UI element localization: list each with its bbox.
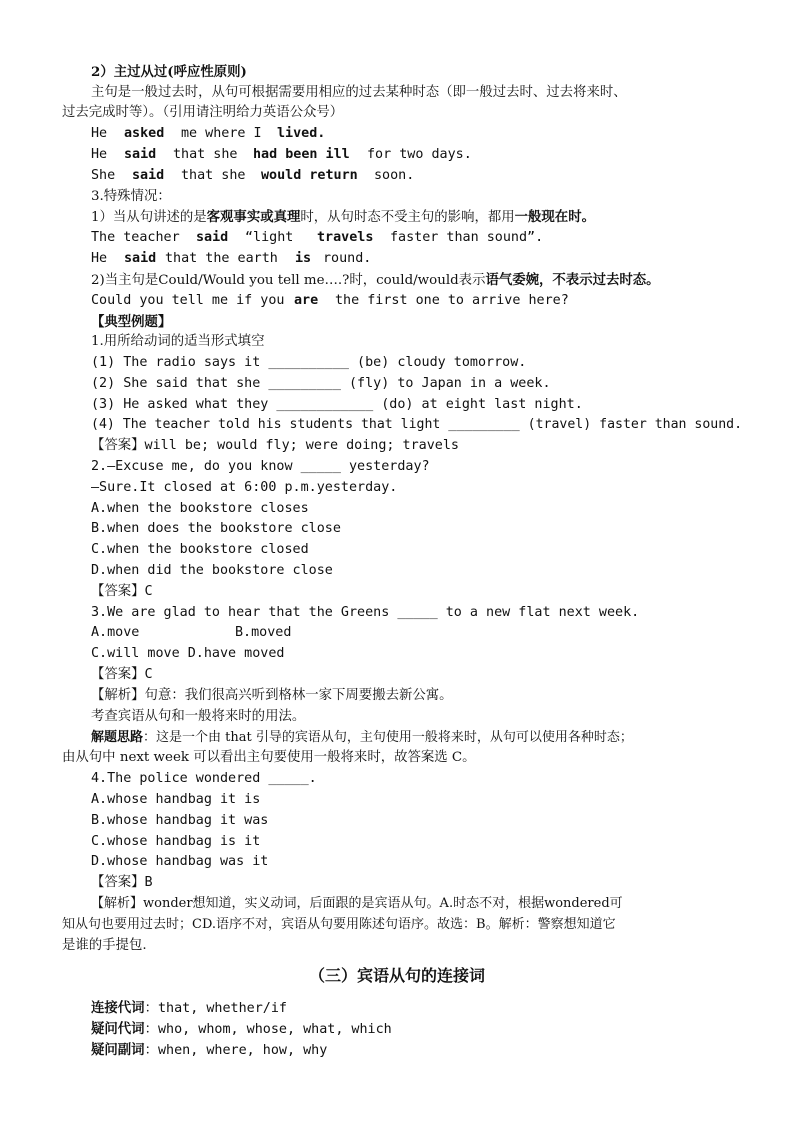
keyword: asked: [124, 126, 165, 141]
question-2-option: C.when the bookstore closed: [91, 542, 309, 557]
word: me where I: [181, 126, 262, 141]
option-a: A.move: [91, 625, 140, 640]
special-rule-2: [91, 270, 660, 291]
section-heading: （三）宾语从句的连接词: [308, 966, 485, 985]
keyword: is: [295, 251, 312, 266]
rule-paragraph-line1: 主句是一般过去时，从句可根据需要用相应的过去某种时态（即一般过去时、过去将来时、: [91, 85, 627, 100]
value: ：that, whether/if: [144, 1001, 287, 1016]
keyword: travels: [317, 230, 374, 245]
keyword: said: [196, 230, 229, 245]
question-2-option: D.when did the bookstore close: [91, 563, 333, 578]
question-2-option: B.when does the bookstore close: [91, 521, 341, 536]
label: 疑问代词: [91, 1021, 145, 1037]
keyword: would return: [261, 168, 358, 183]
example-sentence-3: [91, 166, 414, 186]
idea-label: 解题思路: [91, 730, 144, 745]
question-4-analysis: 是谁的手提包.: [62, 938, 147, 953]
question-1-item: (3) He asked what they ____________ (do) at eight last night.: [91, 397, 583, 412]
question-2-option: A.when the bookstore closes: [91, 501, 309, 516]
question-2-reply: —Sure.It closed at 6:00 p.m.yesterday.: [91, 480, 398, 495]
rule-paragraph-line2: 过去完成时等）。（引用请注明给力英语公众号）: [62, 105, 344, 120]
example-sentence-2: [91, 145, 472, 165]
idea-text: ：这是一个由 that 引导的宾语从句，主句使用一般将来时，从句可以使用各种时态；: [143, 730, 633, 745]
question-4-answer: 【答案】B: [91, 875, 153, 890]
question-3-answer: 【答案】C: [91, 667, 153, 682]
keyword: are: [294, 293, 319, 308]
question-1-item: (2) She said that she _________ (fly) to Japan in a week.: [91, 376, 551, 391]
word: He: [91, 251, 108, 266]
label: 连接代词: [91, 1000, 145, 1016]
question-4-analysis: 知从句也要用过去时；CD.语序不对，宾语从句要用陈述句语序。故选：B。解析：警察想知道它: [62, 917, 616, 932]
word: He: [91, 147, 108, 162]
question-4-option: A.whose handbag it is: [91, 792, 261, 807]
option-b: B.moved: [235, 625, 292, 640]
interrogative-pronouns: [91, 1019, 392, 1040]
word: soon.: [374, 168, 415, 183]
interrogative-adverbs: [91, 1040, 327, 1061]
label: 疑问副词: [91, 1042, 145, 1058]
word: She: [91, 168, 116, 183]
word: round.: [323, 251, 372, 266]
word: “light: [245, 230, 294, 245]
word: that she: [173, 147, 238, 162]
question-1-answer: 【答案】will be; would fly; were doing; travels: [91, 438, 459, 453]
word: that she: [181, 168, 246, 183]
question-1-item: (4) The teacher told his students that light _________ (travel) faster than sound.: [91, 417, 743, 432]
word: The teacher: [91, 230, 180, 245]
keyword: lived.: [277, 126, 326, 141]
question-3-solution-idea: [91, 728, 633, 748]
rule-emphasis: 客观事实或真理: [206, 209, 301, 225]
examples-heading: 【典型例题】: [91, 314, 172, 330]
rule-emphasis: 语气委婉，不表示过去时态。: [485, 272, 660, 288]
special-example-2: [91, 249, 371, 269]
question-1-stem: 1.用所给动词的适当形式填空: [91, 334, 265, 349]
rule-text: 1）当从句讲述的是: [91, 210, 207, 225]
example-sentence-1: [91, 124, 325, 144]
question-3-analysis: 【解析】句意：我们很高兴听到格林一家下周要搬去新公寓。: [91, 688, 453, 703]
question-4-analysis: 【解析】wonder想知道，实义动词，后面跟的是宾语从句。A.时态不对，根据wondered可: [91, 896, 623, 911]
keyword: said: [124, 147, 157, 162]
question-4-option: C.whose handbag is it: [91, 834, 261, 849]
question-2-answer: 【答案】C: [91, 584, 153, 599]
question-3-options-ab: [91, 623, 291, 643]
rule-text: 时，从句时态不受主句的影响，都用: [300, 210, 515, 225]
question-3-stem: 3.We are glad to hear that the Greens _____ to a new flat next week.: [91, 605, 640, 620]
rule-text: 2)当主句是Could/Would you tell me….?时，could/would表示: [91, 273, 486, 288]
word: for two days.: [367, 147, 472, 162]
value: ：who, whom, whose, what, which: [144, 1022, 392, 1037]
word: the first one to arrive here?: [335, 293, 569, 308]
word: that the earth: [165, 251, 278, 266]
question-3-solution-idea-cont: 由从句中 next week 可以看出主句要使用一般将来时，故答案选 C。: [62, 750, 476, 765]
word: faster than sound”.: [390, 230, 544, 245]
section-2-title: 2）主过从过(呼应性原则): [91, 64, 247, 80]
connective-pronouns: [91, 998, 287, 1019]
keyword: said: [132, 168, 165, 183]
special-example-1: [91, 228, 543, 248]
question-2-stem: 2.—Excuse me, do you know _____ yesterday?: [91, 459, 430, 474]
word: He: [91, 126, 108, 141]
section-3-title: 3.特殊情况：: [91, 189, 171, 204]
keyword: said: [124, 251, 157, 266]
question-3-analysis: 考查宾语从句和一般将来时的用法。: [91, 709, 306, 724]
question-3-options-cd: C.will move D.have moved: [91, 646, 285, 661]
question-1-item: (1) The radio says it __________ (be) cloudy tomorrow.: [91, 355, 527, 370]
word: Could you tell me if you: [91, 293, 285, 308]
question-4-option: D.whose handbag was it: [91, 854, 269, 869]
special-rule-1: [91, 207, 595, 228]
value: ：when, where, how, why: [144, 1043, 328, 1058]
rule-emphasis: 一般现在时。: [514, 209, 595, 225]
special-example-3: [91, 291, 569, 311]
question-4-option: B.whose handbag it was: [91, 813, 269, 828]
question-4-stem: 4.The police wondered _____.: [91, 771, 317, 786]
keyword: had been ill: [253, 147, 350, 162]
